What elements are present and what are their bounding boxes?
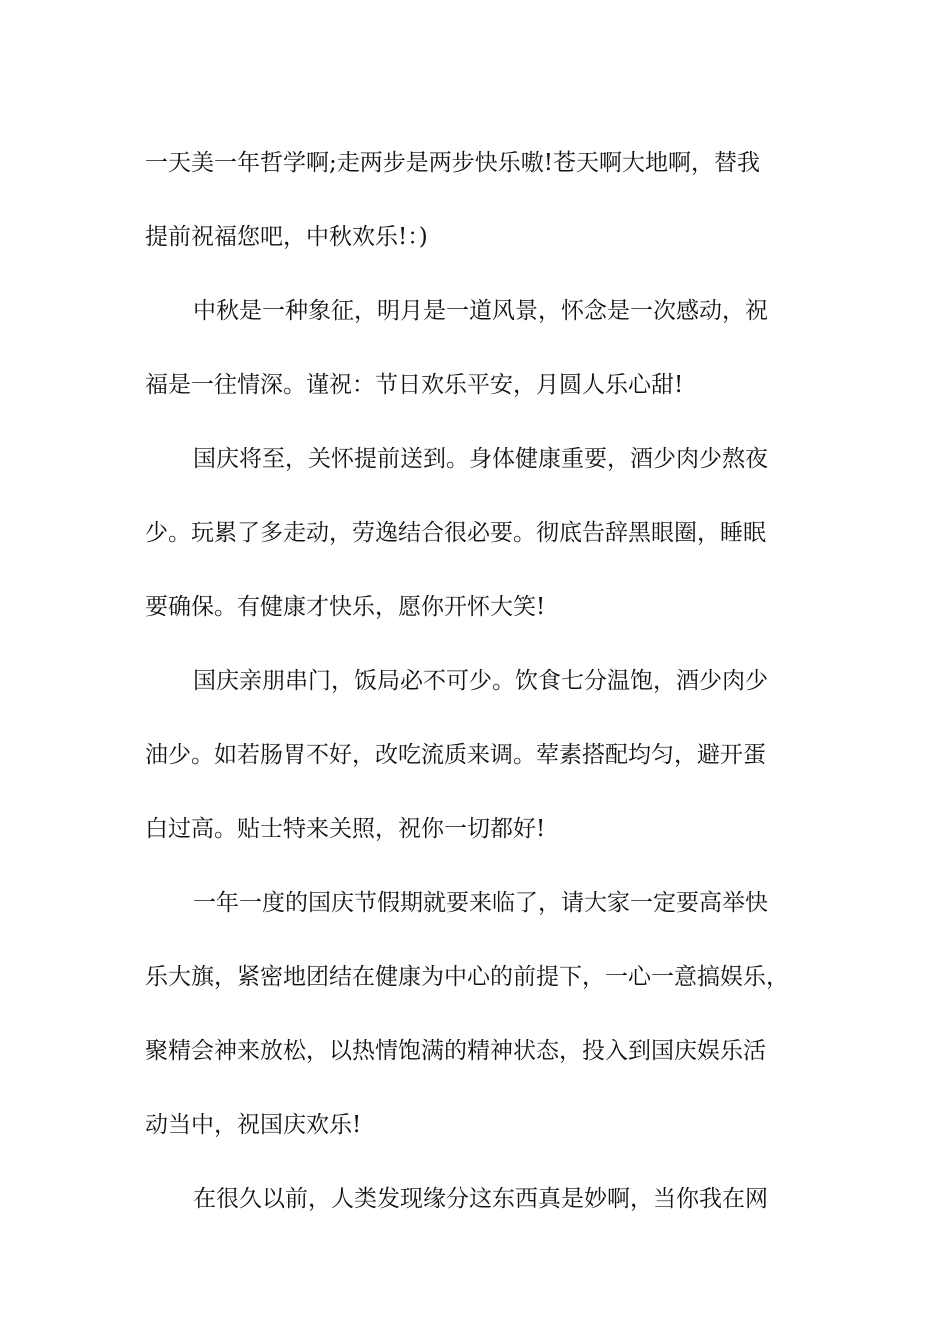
paragraph-start-line: 国庆将至，关怀提前送到。身体健康重要，酒少肉少熬夜 <box>193 446 768 472</box>
text-line: 动当中，祝国庆欢乐! <box>145 1112 362 1138</box>
text-line: 福是一往情深。谨祝：节日欢乐平安，月圆人乐心甜! <box>145 372 684 398</box>
paragraph-start-line: 一年一度的国庆节假期就要来临了，请大家一定要高举快 <box>193 890 768 916</box>
paragraph-start-line: 中秋是一种象征，明月是一道风景，怀念是一次感动，祝 <box>193 298 768 324</box>
paragraph-start-line: 在很久以前，人类发现缘分这东西真是妙啊，当你我在网 <box>193 1186 768 1212</box>
paragraph-start-line: 国庆亲朋串门，饭局必不可少。饮食七分温饱，酒少肉少 <box>193 668 768 694</box>
text-line: 白过高。贴士特来关照，祝你一切都好! <box>145 816 546 842</box>
document-body <box>145 126 805 1236</box>
text-line: 乐大旗，紧密地团结在健康为中心的前提下，一心一意搞娱乐， <box>145 964 789 990</box>
text-line: 提前祝福您吧，中秋欢乐!：) <box>145 224 428 250</box>
text-line: 聚精会神来放松，以热情饱满的精神状态，投入到国庆娱乐活 <box>145 1038 766 1064</box>
text-line: 一天美一年哲学啊;走两步是两步快乐嗷!苍天啊大地啊，替我 <box>145 150 760 176</box>
text-line: 少。玩累了多走动，劳逸结合很必要。彻底告辞黑眼圈，睡眠 <box>145 520 766 546</box>
text-line: 要确保。有健康才快乐，愿你开怀大笑! <box>145 594 546 620</box>
text-line: 油少。如若肠胃不好，改吃流质来调。荤素搭配均匀，避开蛋 <box>145 742 766 768</box>
